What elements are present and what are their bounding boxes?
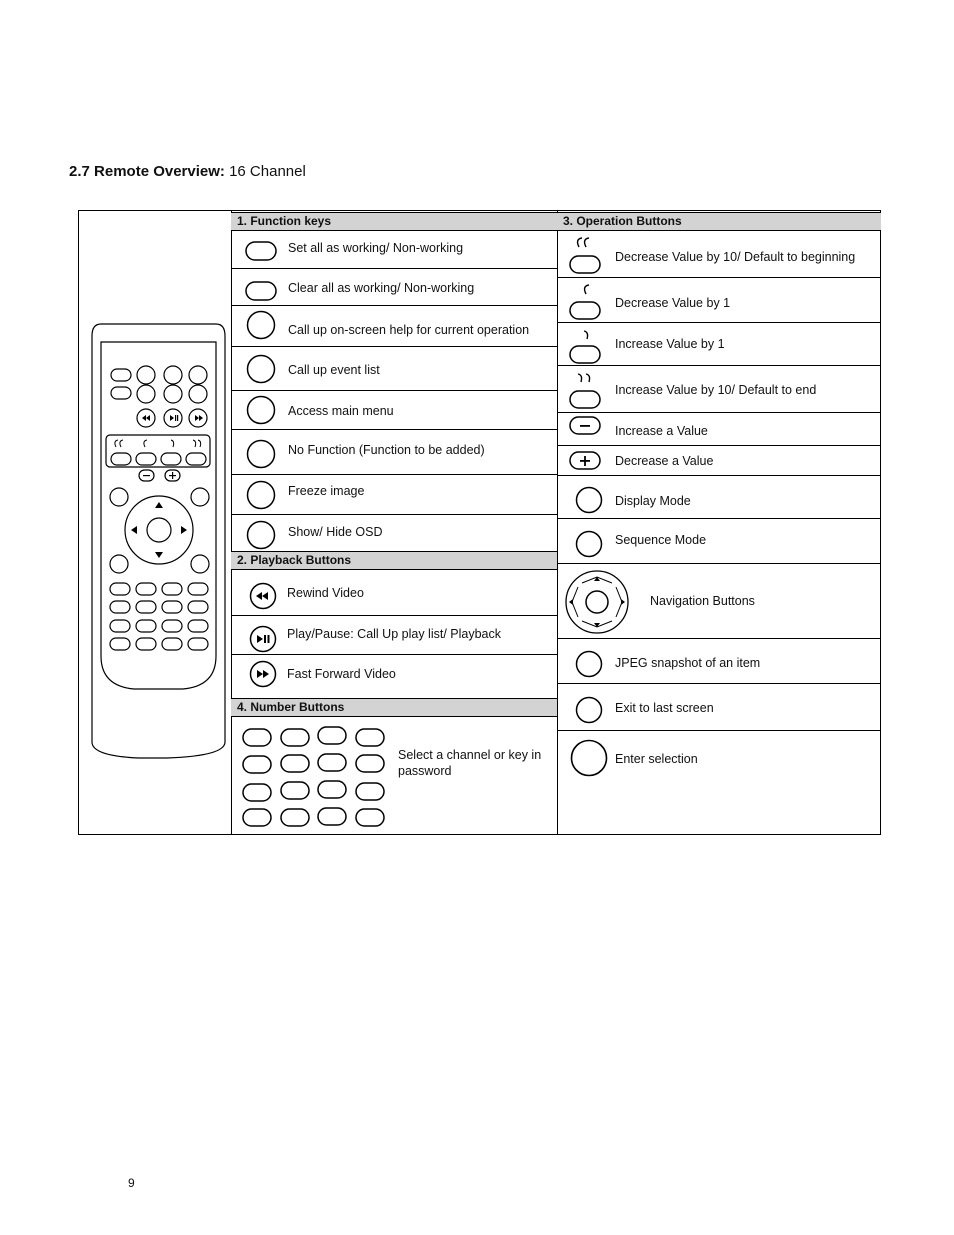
function-playback-number-column [231,211,558,834]
oval-button-icon [245,241,277,261]
minus-button-icon [569,416,603,438]
round-button-icon [246,395,276,425]
operation-row: Decrease Value by 1 [557,278,881,323]
function-key-row: Clear all as working/ Non-working [231,269,557,306]
remote-illustration-cell [79,211,232,834]
round-button-icon [246,310,276,340]
plus-button-icon [569,451,603,473]
function-key-row: Show/ Hide OSD [231,515,557,551]
operation-row: Increase Value by 10/ Default to end [557,366,881,413]
operation-row: Increase Value by 1 [557,323,881,366]
round-button-icon [246,439,276,469]
operation-row: Decrease a Value [557,446,881,476]
section-header-function-keys: 1. Function keys [231,212,557,231]
round-button-icon [246,354,276,384]
operation-row: Exit to last screen [557,684,881,731]
increase-10-button-icon [569,368,603,410]
section-header-playback: 2. Playback Buttons [231,551,557,570]
function-key-row: Call up on-screen help for current operation [231,306,557,347]
function-key-row: Freeze image [231,475,557,515]
page-heading: 2.7 Remote Overview: 16 Channel [69,163,306,180]
function-key-row: No Function (Function to be added) [231,430,557,475]
operation-buttons-column [557,211,881,834]
round-button-icon [246,520,276,550]
oval-button-icon [245,281,277,301]
round-button-icon [575,486,605,516]
operation-row: Display Mode [557,476,881,519]
playback-row: Play/Pause: Call Up play list/ Playback [231,616,557,655]
round-button-icon [246,480,276,510]
round-button-icon [575,650,605,680]
number-buttons-row: Select a channel or key in password [231,717,557,834]
playback-row: Fast Forward Video [231,655,557,698]
fast-forward-icon [249,660,277,688]
decrease-10-button-icon [569,233,603,275]
decrease-1-button-icon [569,280,603,322]
round-button-icon [575,696,605,726]
operation-row: Decrease Value by 10/ Default to beginning [557,231,881,278]
enter-button-icon [570,739,610,779]
operation-row: Increase a Value [557,413,881,446]
operation-row: Enter selection [557,731,881,834]
play-pause-icon [249,625,277,653]
remote-control-illustration [79,211,231,834]
remote-overview-table [78,210,881,835]
section-header-operation-buttons: 3. Operation Buttons [557,212,881,231]
navigation-pad-icon [561,569,633,635]
playback-row: Rewind Video [231,570,557,616]
section-header-number-buttons: 4. Number Buttons [231,698,557,717]
function-key-row: Access main menu [231,391,557,430]
rewind-icon [249,582,277,610]
increase-1-button-icon [569,325,603,367]
operation-row: JPEG snapshot of an item [557,639,881,684]
number-buttons-icon [241,726,391,836]
operation-row: Sequence Mode [557,519,881,564]
operation-row: Navigation Buttons [557,564,881,639]
function-key-row: Set all as working/ Non-working [231,231,557,269]
function-key-row: Call up event list [231,347,557,391]
page-number: 9 [128,1176,135,1190]
round-button-icon [575,530,605,560]
